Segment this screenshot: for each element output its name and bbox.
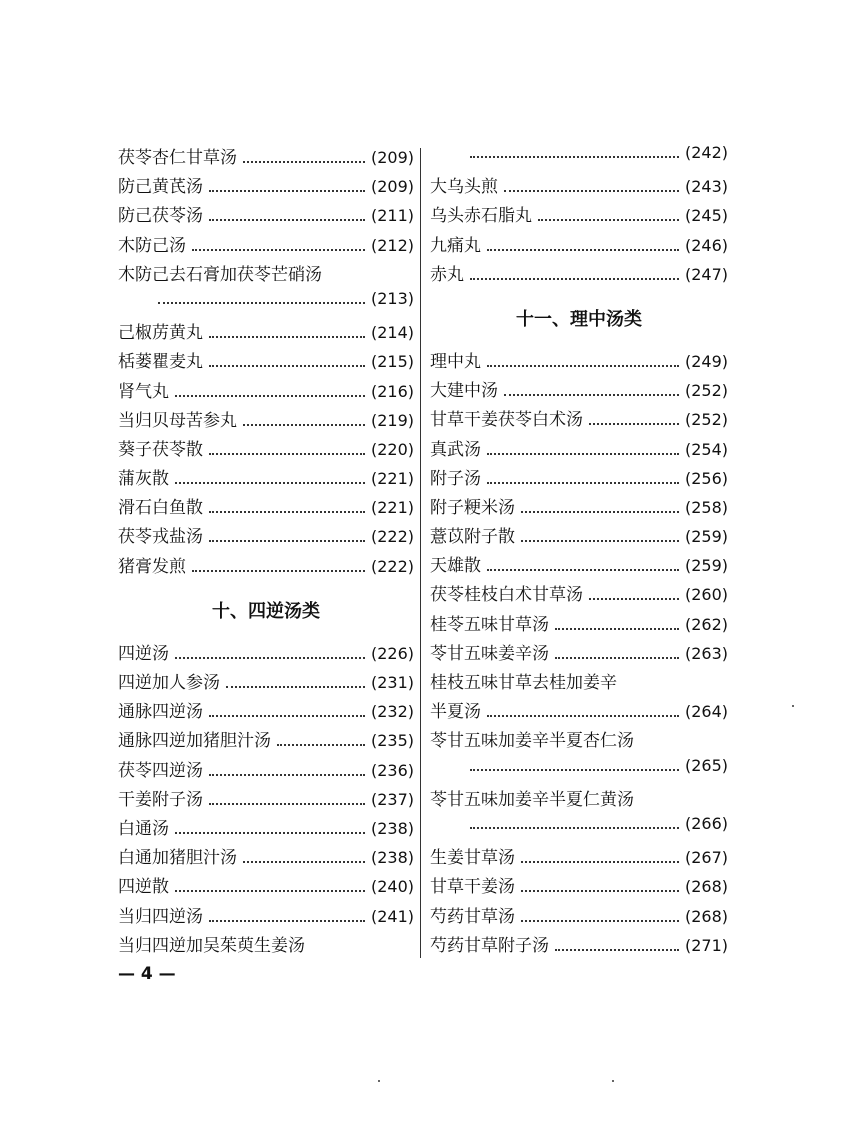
entry-title: 大乌头煎 [430, 177, 498, 198]
toc-entry [430, 785, 728, 814]
page-number: — 4 — [118, 964, 176, 984]
toc-entry [118, 756, 414, 785]
toc-entry [118, 406, 414, 435]
dot-leader [209, 920, 365, 922]
dot-leader [504, 190, 679, 192]
entry-title: 当归四逆加吴茱萸生姜汤 [118, 935, 305, 956]
dot-leader [555, 628, 679, 630]
toc-entry-continuation [430, 143, 728, 172]
dot-leader [209, 540, 365, 542]
page-reference: (237) [370, 789, 414, 809]
dot-leader [158, 302, 365, 304]
entry-title: 大建中汤 [430, 381, 498, 402]
page-reference: (226) [370, 643, 414, 663]
page-reference: (262) [684, 614, 728, 634]
entry-title: 滑石白鱼散 [118, 498, 203, 519]
dot-leader [538, 219, 679, 221]
dot-leader [589, 598, 679, 600]
dot-leader [521, 890, 679, 892]
toc-entry-continuation [430, 814, 728, 843]
page-reference: (252) [684, 410, 728, 430]
entry-title: 当归四逆汤 [118, 906, 203, 927]
entry-title: 半夏汤 [430, 702, 481, 723]
toc-entry [118, 260, 414, 289]
page-reference: (254) [684, 439, 728, 459]
toc-entry [430, 172, 728, 201]
dot-leader [192, 249, 365, 251]
entry-title: 葵子茯苓散 [118, 439, 203, 460]
dot-leader [487, 715, 679, 717]
toc-entry [430, 231, 728, 260]
dot-leader [470, 278, 679, 280]
entry-title: 理中丸 [430, 351, 481, 372]
toc-entry-continuation [118, 289, 414, 318]
toc-entry [118, 318, 414, 347]
page-reference: (212) [370, 235, 414, 255]
page-reference: (260) [684, 585, 728, 605]
toc-entry [118, 726, 414, 755]
entry-title: 茯苓杏仁甘草汤 [118, 148, 237, 168]
page-reference: (215) [370, 352, 414, 372]
page-reference: (219) [370, 410, 414, 430]
page-reference: (211) [370, 206, 414, 226]
toc-entry [430, 201, 728, 230]
entry-title: 天雄散 [430, 556, 481, 577]
dot-leader [470, 156, 679, 158]
toc-entry [430, 493, 728, 522]
toc-entry [430, 610, 728, 639]
toc-entry [118, 143, 414, 172]
dot-leader [470, 827, 679, 829]
dot-leader [521, 511, 679, 513]
toc-entry [118, 872, 414, 901]
page-reference: (222) [370, 556, 414, 576]
page-reference: (246) [684, 235, 728, 255]
dot-leader [175, 832, 365, 834]
toc-entry [118, 347, 414, 376]
entry-title: 猪膏发煎 [118, 556, 186, 577]
entry-title: 四逆加人参汤 [118, 673, 220, 693]
dot-leader [209, 190, 365, 192]
toc-entry [430, 347, 728, 376]
dot-leader [209, 774, 365, 776]
entry-title: 桂枝五味甘草去桂加姜辛 [430, 673, 617, 693]
page-reference: (216) [370, 381, 414, 401]
dot-leader [209, 803, 365, 805]
entry-title: 当归贝母苦参丸 [118, 410, 237, 431]
page-reference: (238) [370, 848, 414, 868]
scan-speck [612, 1080, 614, 1082]
entry-title: 四逆散 [118, 877, 169, 898]
page-reference: (242) [684, 143, 728, 162]
entry-title: 赤丸 [430, 264, 464, 285]
page-reference: (222) [370, 527, 414, 547]
toc-entry [118, 464, 414, 493]
toc-entry [118, 231, 414, 260]
dot-leader [192, 570, 365, 572]
dot-leader [470, 769, 679, 771]
toc-entry [430, 726, 728, 755]
page-reference: (220) [370, 439, 414, 459]
dot-leader [521, 540, 679, 542]
page-reference: (235) [370, 731, 414, 751]
page-reference: (268) [684, 877, 728, 897]
scan-speck [378, 1080, 380, 1082]
toc-entry [118, 843, 414, 872]
toc-entry [430, 435, 728, 464]
page-reference: (256) [684, 468, 728, 488]
toc-entry [118, 902, 414, 931]
page-reference: (268) [684, 906, 728, 926]
toc-entry [118, 172, 414, 201]
page-reference: (241) [370, 906, 414, 926]
page-reference: (209) [370, 148, 414, 167]
toc-entry [118, 435, 414, 464]
entry-title: 甘草干姜茯苓白术汤 [430, 410, 583, 431]
page-reference: (245) [684, 206, 728, 226]
dot-leader [521, 920, 679, 922]
entry-title: 防己茯苓汤 [118, 206, 203, 227]
entry-title: 白通加猪胆汁汤 [118, 848, 237, 869]
dot-leader [175, 657, 365, 659]
page-reference: (236) [370, 760, 414, 780]
toc-entry [118, 639, 414, 668]
toc-entry [118, 668, 414, 697]
page-reference: (259) [684, 556, 728, 576]
toc-entry [430, 376, 728, 405]
entry-title: 茯苓四逆汤 [118, 760, 203, 781]
toc-entry [118, 785, 414, 814]
toc-entry [118, 493, 414, 522]
entry-title: 茯苓戎盐汤 [118, 527, 203, 548]
column-divider [420, 148, 421, 958]
page-reference: (259) [684, 527, 728, 547]
entry-title: 九痛丸 [430, 235, 481, 256]
page-reference: (232) [370, 702, 414, 722]
toc-entry [430, 580, 728, 609]
toc-entry [430, 872, 728, 901]
toc-entry [430, 697, 728, 726]
page-reference: (213) [370, 288, 414, 308]
page-reference: (267) [684, 848, 728, 868]
toc-entry [430, 522, 728, 551]
entry-title: 木防己汤 [118, 235, 186, 256]
entry-title: 栝蒌瞿麦丸 [118, 352, 203, 373]
toc-entry [118, 552, 414, 581]
entry-title: 附子汤 [430, 468, 481, 489]
dot-leader [209, 336, 365, 338]
page-reference: (231) [370, 673, 414, 692]
dot-leader [243, 424, 365, 426]
dot-leader [487, 249, 679, 251]
entry-title: 木防己去石膏加茯苓芒硝汤 [118, 264, 322, 285]
entry-title: 干姜附子汤 [118, 789, 203, 810]
dot-leader [487, 482, 679, 484]
toc-entry-continuation [430, 756, 728, 785]
section-heading: 十一、理中汤类 [516, 308, 642, 330]
toc-entry [430, 464, 728, 493]
dot-leader [487, 453, 679, 455]
dot-leader [209, 219, 365, 221]
dot-leader [209, 365, 365, 367]
page-reference: (266) [684, 813, 728, 833]
page-reference: (238) [370, 818, 414, 838]
entry-title: 附子粳米汤 [430, 497, 515, 518]
entry-title: 茯苓桂枝白术甘草汤 [430, 585, 583, 606]
entry-title: 通脉四逆汤 [118, 702, 203, 723]
entry-title: 白通汤 [118, 818, 169, 839]
toc-entry [430, 843, 728, 872]
dot-leader [175, 890, 365, 892]
section-heading: 十、四逆汤类 [212, 600, 320, 622]
entry-title: 苓甘五味姜辛汤 [430, 643, 549, 664]
dot-leader [487, 569, 679, 571]
toc-entry [118, 201, 414, 230]
toc-entry [430, 551, 728, 580]
dot-leader [589, 423, 679, 425]
page-reference: (243) [684, 177, 728, 197]
toc-entry [118, 377, 414, 406]
entry-title: 肾气丸 [118, 381, 169, 402]
scan-speck [792, 705, 794, 707]
dot-leader [487, 365, 679, 367]
dot-leader [209, 511, 365, 513]
entry-title: 真武汤 [430, 439, 481, 460]
dot-leader [504, 394, 679, 396]
entry-title: 生姜甘草汤 [430, 848, 515, 869]
entry-title: 苓甘五味加姜辛半夏杏仁汤 [430, 731, 634, 752]
dot-leader [277, 744, 365, 746]
dot-leader [209, 715, 365, 717]
entry-title: 苓甘五味加姜辛半夏仁黄汤 [430, 789, 634, 810]
entry-title: 乌头赤石脂丸 [430, 206, 532, 227]
dot-leader [243, 161, 365, 163]
page-reference: (252) [684, 381, 728, 401]
page-reference: (271) [684, 935, 728, 955]
toc-entry [430, 639, 728, 668]
dot-leader [521, 861, 679, 863]
page-reference: (240) [370, 877, 414, 897]
page-reference: (221) [370, 498, 414, 518]
toc-left-column [118, 143, 414, 960]
entry-title: 四逆汤 [118, 643, 169, 664]
toc-entry [118, 522, 414, 551]
page-reference: (209) [370, 177, 414, 197]
toc-entry [118, 697, 414, 726]
toc-entry [430, 260, 728, 289]
entry-title: 通脉四逆加猪胆汁汤 [118, 731, 271, 752]
page-reference: (214) [370, 323, 414, 343]
toc-entry [430, 668, 728, 697]
page-reference: (249) [684, 351, 728, 371]
page-reference: (265) [684, 755, 728, 775]
dot-leader [555, 949, 679, 951]
page-reference: (264) [684, 702, 728, 722]
toc-entry [430, 405, 728, 434]
page-reference: (247) [684, 264, 728, 284]
toc-entry [430, 902, 728, 931]
dot-leader [175, 395, 365, 397]
page-reference: (221) [370, 469, 414, 489]
page-reference: (258) [684, 497, 728, 517]
toc-entry [430, 931, 728, 960]
entry-title: 芍药甘草汤 [430, 906, 515, 927]
dot-leader [555, 657, 679, 659]
entry-title: 桂苓五味甘草汤 [430, 614, 549, 635]
entry-title: 防己黄芪汤 [118, 177, 203, 198]
toc-right-column [430, 143, 728, 960]
dot-leader [226, 686, 365, 688]
dot-leader [209, 453, 365, 455]
entry-title: 薏苡附子散 [430, 527, 515, 548]
toc-entry [118, 931, 414, 960]
dot-leader [175, 482, 365, 484]
entry-title: 甘草干姜汤 [430, 877, 515, 898]
entry-title: 芍药甘草附子汤 [430, 935, 549, 956]
dot-leader [243, 861, 365, 863]
toc-entry [118, 814, 414, 843]
entry-title: 己椒苈黄丸 [118, 323, 203, 344]
entry-title: 蒲灰散 [118, 469, 169, 490]
page-reference: (263) [684, 643, 728, 663]
